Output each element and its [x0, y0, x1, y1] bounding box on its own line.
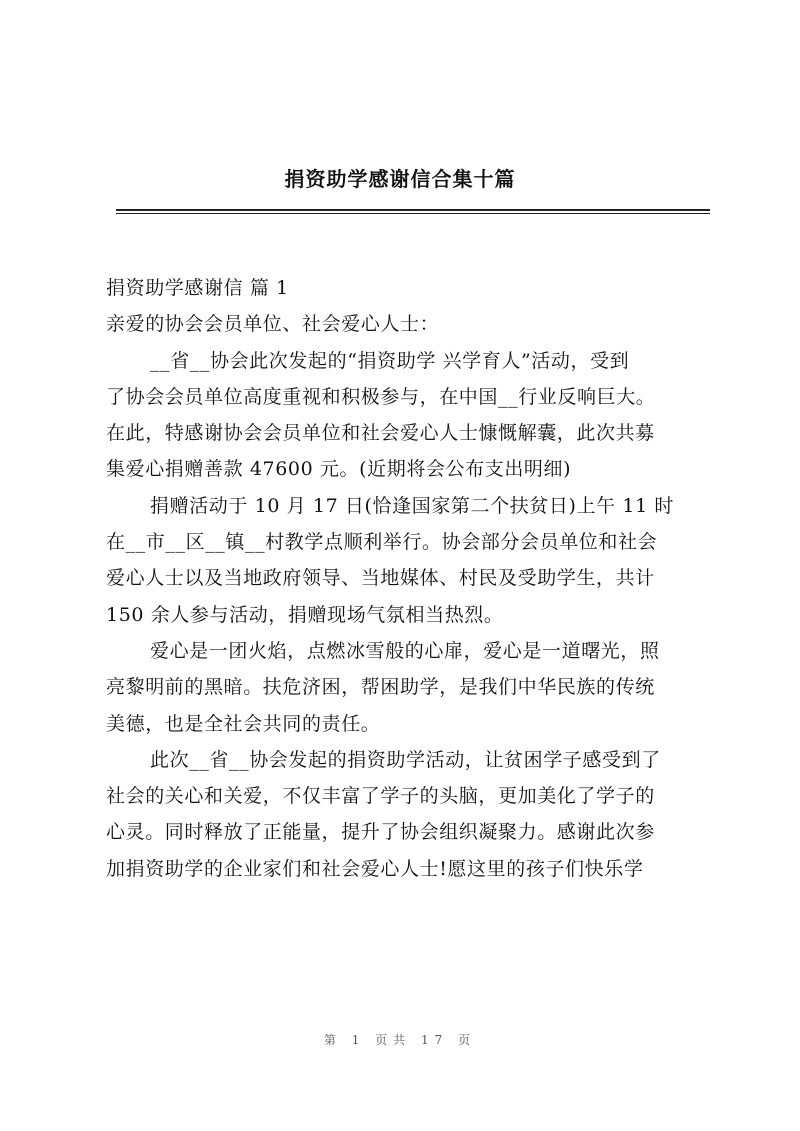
body-line: 美德，也是全社会共同的责任。	[106, 712, 381, 735]
salutation: 亲爱的协会会员单位、社会爱心人士：	[106, 313, 440, 336]
body-line: 150 余人参与活动，捐赠现场气氛相当热烈。	[106, 603, 504, 626]
body-line: 在此，特感谢协会会员单位和社会爱心人士慷慨解囊，此次共募	[106, 422, 655, 445]
body-line: 加捐资助学的企业家们和社会爱心人士!愿这里的孩子们快乐学	[106, 857, 644, 880]
body-line: 爱心人士以及当地政府领导、当地媒体、村民及受助学生，共计	[106, 567, 655, 590]
body-line: 社会的关心和关爱，不仅丰富了学子的头脑，更加美化了学子的	[106, 785, 655, 808]
title-divider	[116, 209, 710, 211]
body-line: 了协会会员单位高度重视和积极参与，在中国__行业反响巨大。	[106, 385, 656, 408]
body-line: 在__市__区__镇__村教学点顺利举行。协会部分会员单位和社会	[106, 531, 658, 554]
page-number: 第 1 页共 17 页	[323, 1033, 477, 1047]
body-line: 亮黎明前的黑暗。扶危济困，帮困助学，是我们中华民族的传统	[106, 676, 655, 699]
body-line: __省__协会此次发起的“捐资助学 兴学育人”活动，受到	[150, 349, 630, 372]
document-body	[106, 270, 710, 887]
body-line: 捐赠活动于 10 月 17 日(恰逢国家第二个扶贫日)上午 11 时	[150, 494, 674, 517]
document-title: 捐资助学感谢信合集十篇	[284, 167, 516, 191]
title-divider-thin	[116, 213, 710, 214]
body-line: 集爱心捐赠善款 47600 元。(近期将会公布支出明细)	[106, 458, 572, 481]
body-line: 爱心是一团火焰，点燃冰雪般的心扉，爱心是一道曙光，照	[150, 639, 660, 662]
section-heading: 捐资助学感谢信 篇 1	[106, 277, 289, 299]
body-line: 此次__省__协会发起的捐资助学活动，让贫困学子感受到了	[150, 748, 661, 771]
body-line: 心灵。同时释放了正能量，提升了协会组织凝聚力。感谢此次参	[106, 821, 655, 844]
